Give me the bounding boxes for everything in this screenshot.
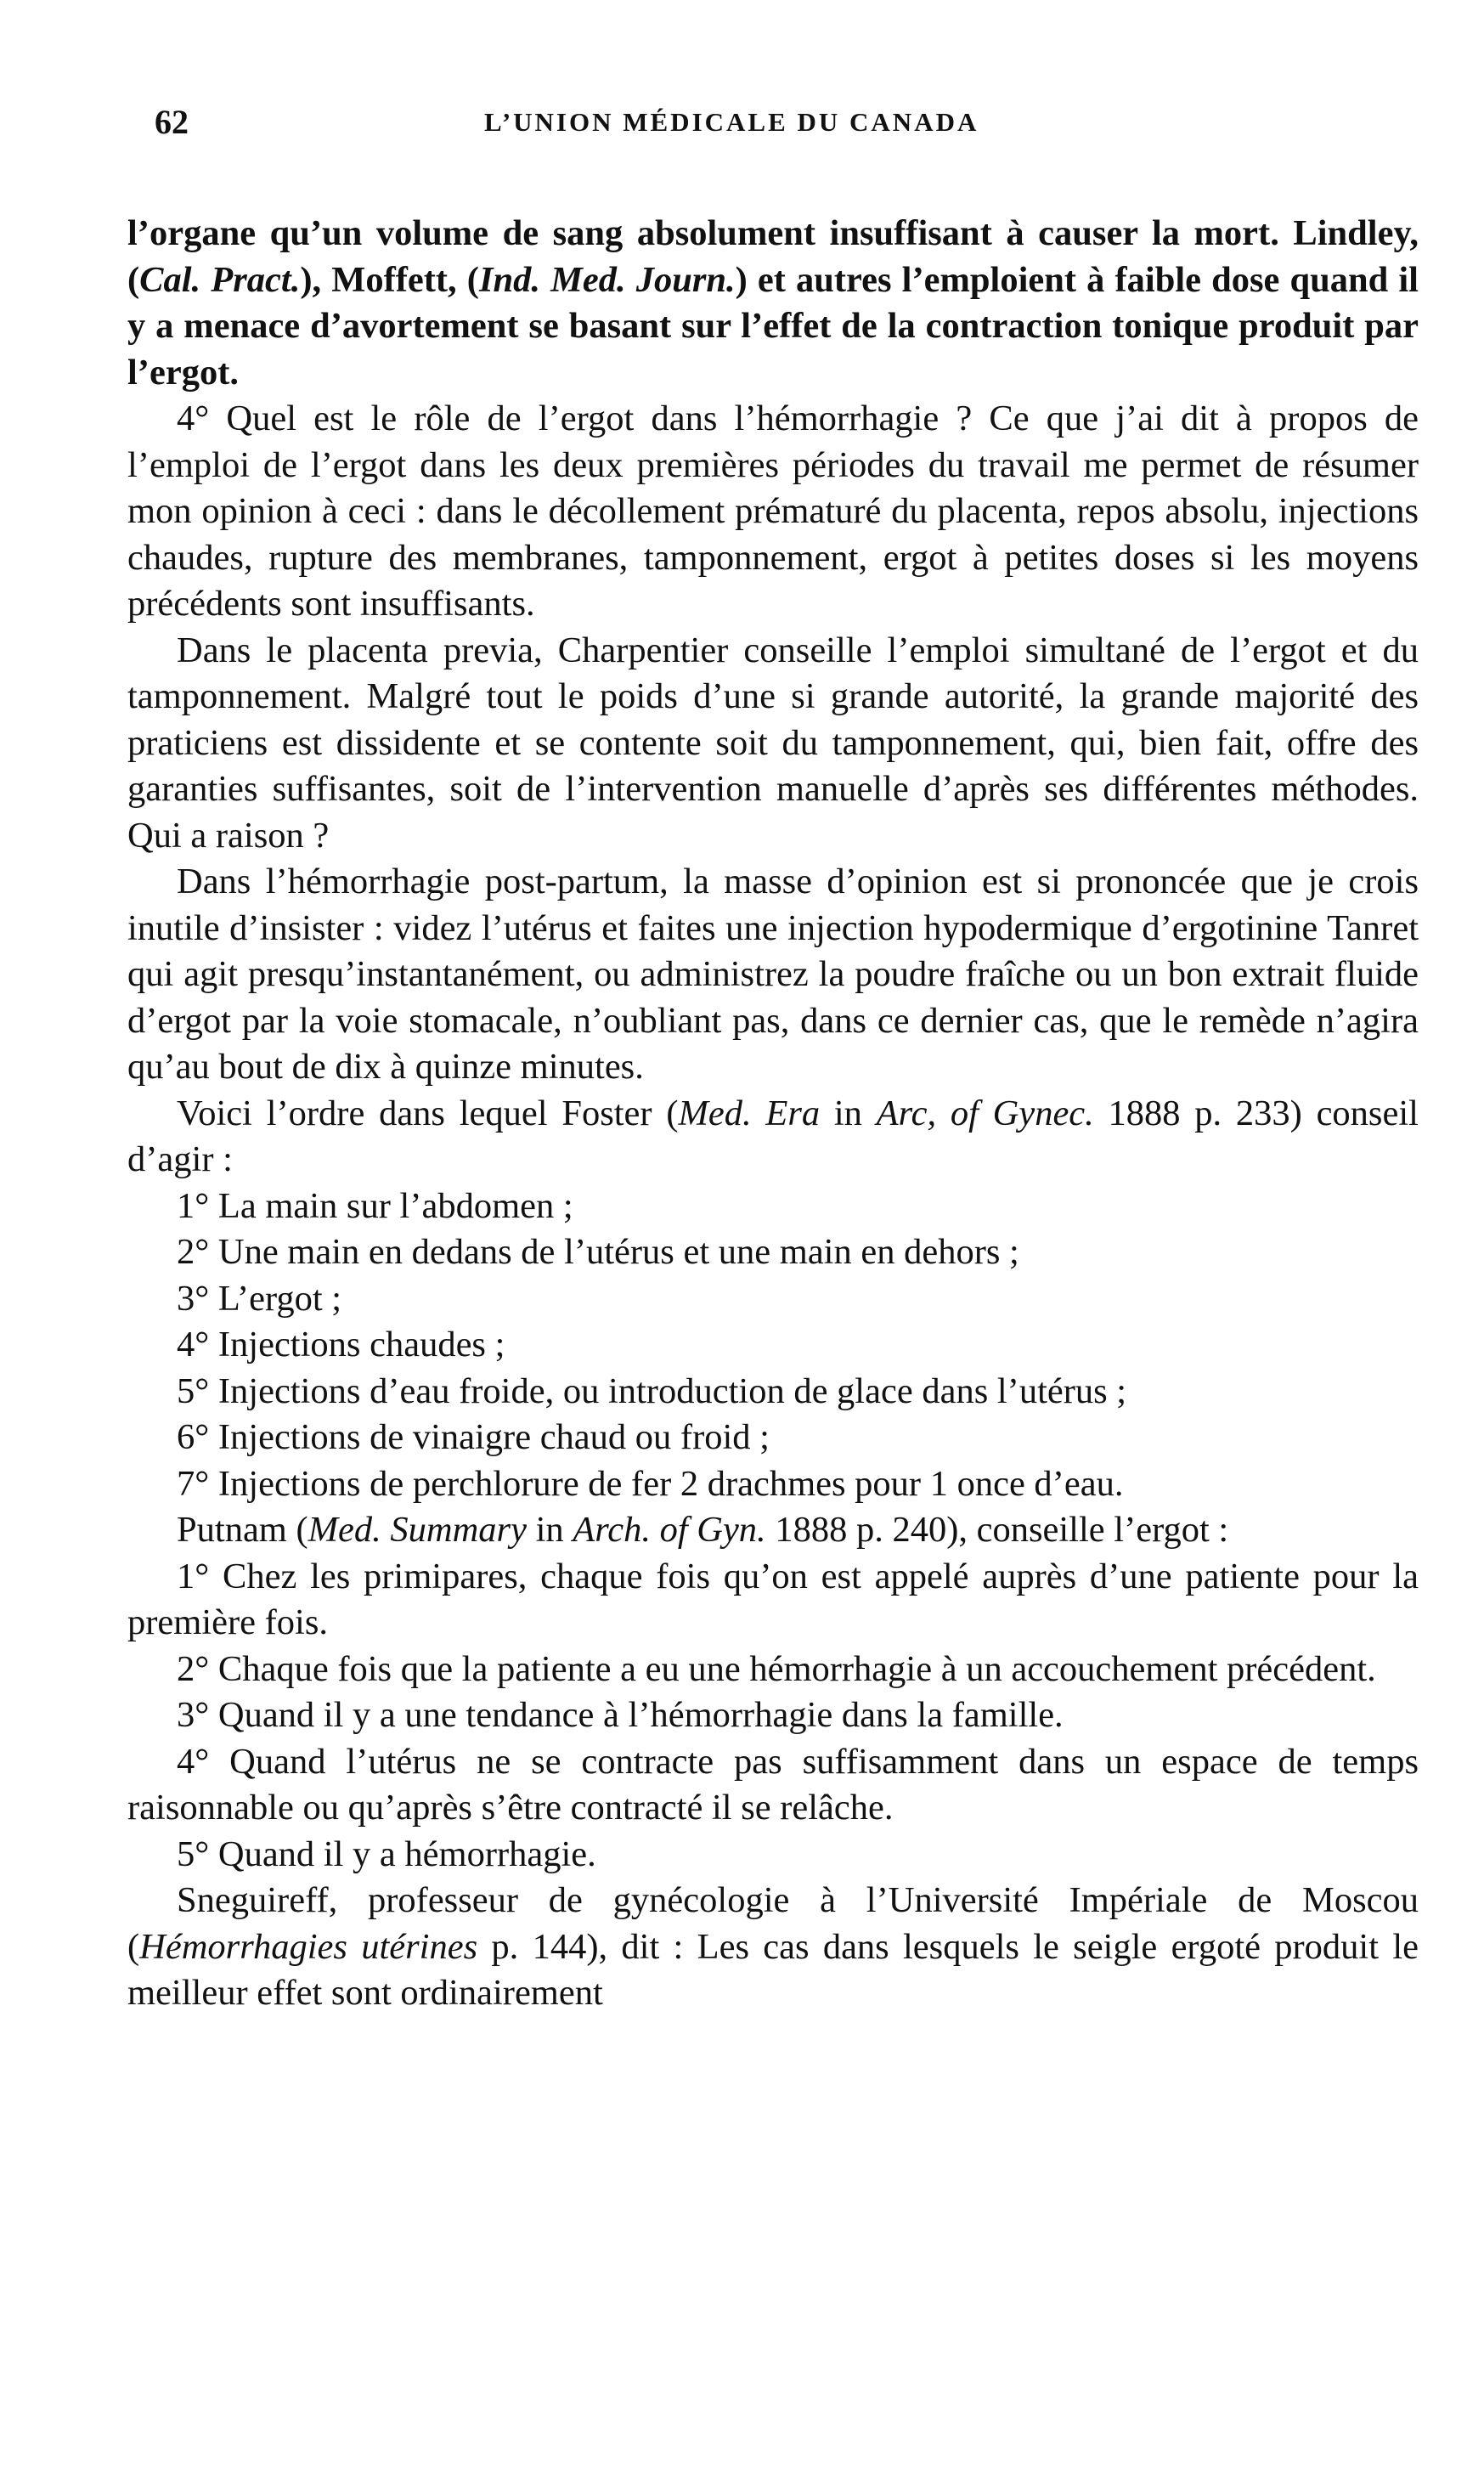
foster-list xyxy=(127,1184,1419,1508)
paragraph-sneguireff xyxy=(127,1878,1419,2017)
text-run: in xyxy=(526,1510,573,1550)
citation-cal-pract: Cal. Pract. xyxy=(139,259,301,300)
list-item: 5° Injections d’eau froide, ou introduction de glace dans l’utérus ; xyxy=(177,1370,1127,1411)
citation-med-era: Med. Era xyxy=(678,1093,821,1133)
paragraph-post-partum: Dans l’hémorrhagie post-partum, la masse d’opinion est si prononcée que je crois inutile d’insister : videz l’utérus et faites une injection hypodermique d’ergotinine Tanret qui agit presqu’instantanément, ou administrez la poudre fraîche ou un bon extrait fluide d’ergot par la voie stomacale, n’oubliant pas, dans ce dernier cas, que le remède n’agira qu’au bout de dix à quinze minutes. xyxy=(127,862,1419,1087)
text-run: p. 144), dit : Les cas dans lesquels le seigle ergoté produit le meilleur effet sont ordinairement xyxy=(127,1926,1419,2013)
running-title: L’UNION MÉDICALE DU CANADA xyxy=(484,107,979,137)
list-item: 3° L’ergot ; xyxy=(177,1278,342,1319)
list-item: 7° Injections de perchlorure de fer 2 drachmes pour 1 once d’eau. xyxy=(177,1463,1124,1504)
paragraph-ergot-dose xyxy=(127,211,1419,396)
putnam-list xyxy=(127,1554,1419,1879)
text-run: in xyxy=(820,1093,877,1133)
list-item: 1° Chez les primipares, chaque fois qu’on est appelé auprès d’une patiente pour la première fois. xyxy=(127,1556,1419,1642)
document-page xyxy=(127,102,1419,2447)
text-run: l’organe qu’un volume de sang absolument insuffisant à causer la mort. Lindley, ( xyxy=(127,213,1419,300)
paragraph-putnam xyxy=(127,1507,1419,1554)
citation-med-summary: Med. Summary xyxy=(308,1510,527,1550)
list-item: 2° Chaque fois que la patiente a eu une hémorrhagie à un accouchement précédent. xyxy=(177,1648,1376,1689)
citation-ind-med-journ: Ind. Med. Journ. xyxy=(478,259,736,300)
citation-hemorrhagies-uterines: Hémorrhagies utérines xyxy=(139,1926,478,1967)
list-item: 4° Quand l’utérus ne se contracte pas suffisamment dans un espace de temps raisonnable ou qu’après s’être contracté il se relâche. xyxy=(127,1741,1419,1828)
text-run: ), Moffett, ( xyxy=(300,259,479,300)
citation-arc-gynec: Arc, of Gynec. xyxy=(876,1093,1094,1133)
paragraph-foster xyxy=(127,1091,1419,1184)
text-run: ) et autres l’emploient à faible dose quand il y a menace d’avortement se basant sur l’effet de la contraction tonique produit par l’ergot. xyxy=(127,259,1419,393)
paragraph-placenta-previa: Dans le placenta previa, Charpentier conseille l’emploi simultané de l’ergot et du tamponnement. Malgré tout le poids d’une si grande autorité, la grande majorité des praticiens est dissidente et se contente soit du tamponnement, qui, bien fait, offre des garanties suffisantes, soit de l’intervention manuelle d’après ses différentes méthodes. Qui a raison ? xyxy=(127,630,1419,856)
text-run: Putnam ( xyxy=(177,1510,308,1550)
list-item: 1° La main sur l’abdomen ; xyxy=(177,1185,573,1226)
list-item: 2° Une main en dedans de l’utérus et une main en dehors ; xyxy=(177,1232,1019,1272)
paragraph-role-of-ergot: 4° Quel est le rôle de l’ergot dans l’hémorrhagie ? Ce que j’ai dit à propos de l’emploi de l’ergot dans les deux premières périodes du travail me permet de résumer mon opinion à ceci : dans le décollement prématuré du placenta, repos absolu, injections chaudes, rupture des membranes, tamponnement, ergot à petites doses si les moyens précédents sont insuffisants. xyxy=(127,398,1419,624)
page-number: 62 xyxy=(155,103,189,141)
list-item: 6° Injections de vinaigre chaud ou froid ; xyxy=(177,1417,770,1457)
text-run: Sneguireff, professeur de gynécologie à l’Université Impériale de Moscou ( xyxy=(127,1880,1419,1967)
list-item: 5° Quand il y a hémorrhagie. xyxy=(177,1833,596,1874)
text-run: Voici l’ordre dans lequel Foster ( xyxy=(177,1093,679,1133)
text-run: 1888 p. 233) conseil d’agir : xyxy=(127,1093,1419,1179)
text-run: 1888 p. 240), conseille l’ergot : xyxy=(765,1510,1229,1550)
page-header xyxy=(127,102,1419,170)
list-item: 4° Injections chaudes ; xyxy=(177,1325,505,1364)
body-text xyxy=(127,211,1419,2017)
citation-arch-gyn: Arch. of Gyn. xyxy=(573,1510,766,1550)
list-item: 3° Quand il y a une tendance à l’hémorrhagie dans la famille. xyxy=(177,1695,1064,1735)
